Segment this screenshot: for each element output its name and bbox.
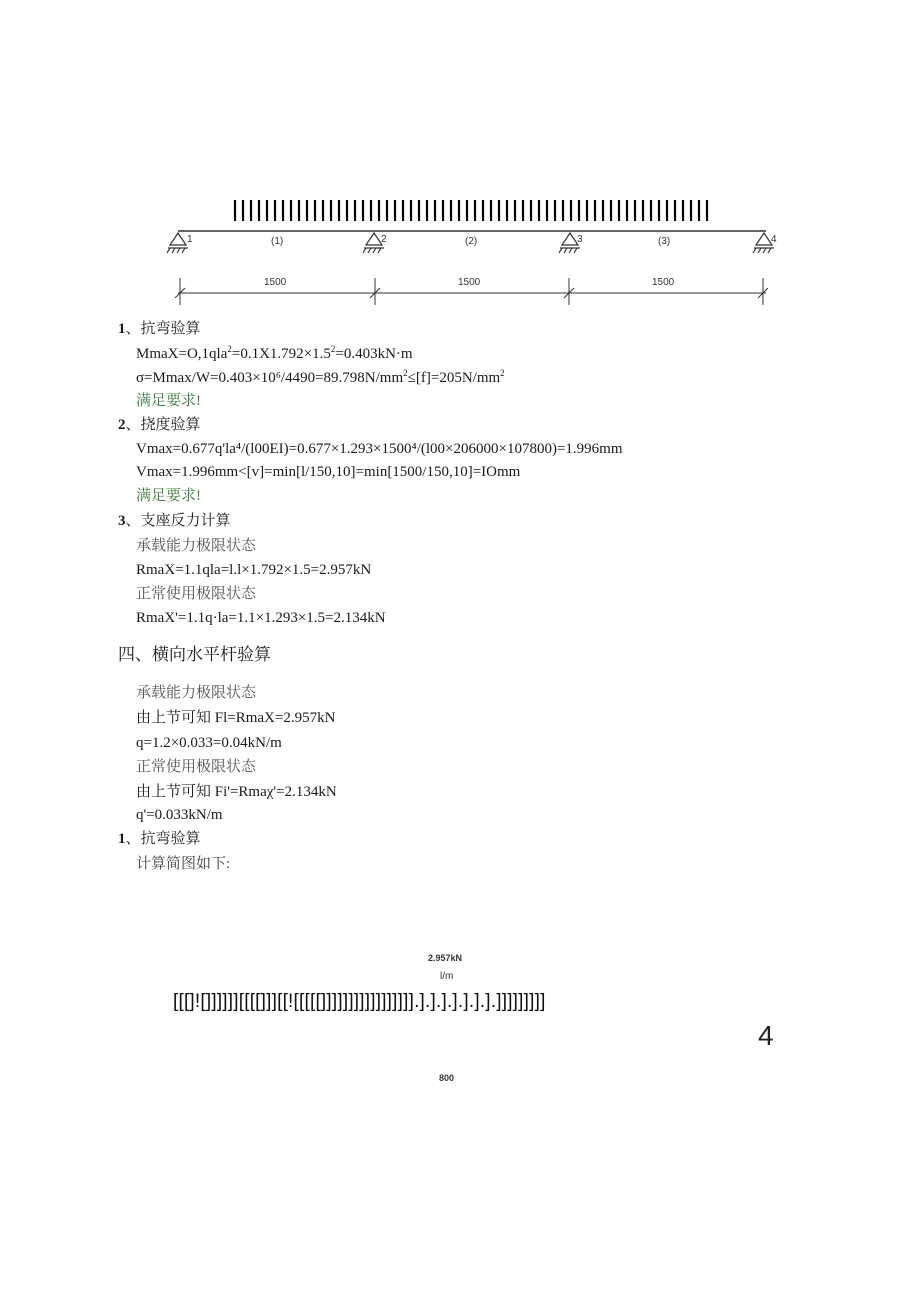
s2-heading (118, 416, 201, 434)
page-number: 4 (758, 1020, 774, 1051)
s2-num: 2 (118, 417, 126, 433)
span-label-2: (2) (465, 236, 478, 247)
section4-uls-q: q=1.2×0.033=0.04kN/m (136, 735, 282, 751)
s1-sup3: 2 (403, 368, 408, 378)
diagram2-load-label-1: 2.957kN (428, 953, 463, 963)
dim-label-1: 1500 (264, 277, 287, 288)
s2-formula-deflection: Vmax=0.677q'la⁴/(l00EI)=0.677×1.293×1500⁴/(l00×206000×107800)=1.996mm (136, 441, 623, 457)
s4-1-heading (118, 830, 201, 848)
s4-1-num: 1 (118, 831, 126, 847)
s1-formula-stress (136, 369, 505, 387)
diagram2-dim-label: 800 (439, 1073, 455, 1083)
s3-uls-formula: RmaX=1.1qla=l.l×1.792×1.5=2.957kN (136, 562, 372, 578)
s1-ok-text: 满足要求! (136, 393, 201, 409)
dim-label-3: 1500 (652, 277, 675, 288)
s1-sup1: 2 (227, 344, 232, 354)
span-label-3: (3) (658, 236, 671, 247)
s3-sls-formula: RmaX'=1.1q·la=1.1×1.293×1.5=2.134kN (136, 610, 386, 626)
dim-label-2: 1500 (458, 277, 481, 288)
s3-num: 3 (118, 513, 126, 529)
s1-line2a: σ=Mmax/W=0.403×10⁶/4490=89.798N/mm (136, 370, 404, 386)
section4-uls-label: 承载能力极限状态 (136, 685, 257, 701)
s1-num: 1 (118, 321, 126, 337)
s1-line1a: MmaX=O,1qla (136, 346, 228, 362)
s1-line1b: =0.1X1.792×1.5 (231, 346, 331, 362)
node-label-1: 1 (187, 234, 193, 245)
diagram2-load-bars: [[[]![]]]]]][[[[]]][[![[[[[]]]]]]]]]]]]]]]]].].].].].].].].]]]]]]]]] (173, 991, 546, 1012)
span-label-1: (1) (271, 236, 284, 247)
s1-formula-moment (136, 345, 413, 363)
s3-title: 、支座反力计算 (125, 513, 231, 529)
uniform-load-bars (235, 200, 707, 221)
s2-ok-text: 满足要求! (136, 488, 201, 504)
s2-title: 、挠度验算 (125, 417, 201, 433)
s1-line1c: =0.403kN·m (335, 346, 413, 362)
s1-title: 、抗弯验算 (125, 321, 201, 337)
s1-line2b: ≤[f]=205N/mm (407, 370, 501, 386)
section4-sls-label: 正常使用极限状态 (136, 759, 257, 775)
node-label-3: 3 (577, 234, 583, 245)
support-1-icon (167, 233, 188, 253)
section4-uls-force: 由上节可知 Fl=RmaX=2.957kN (136, 710, 336, 726)
node-label-4: 4 (771, 234, 777, 245)
beam-diagram-1 (160, 195, 785, 310)
node-label-2: 2 (381, 234, 387, 245)
section4-title: 四、横向水平杆验算 (118, 645, 271, 664)
s4-1-diagram-intro: 计算简图如下: (136, 856, 231, 872)
s1-heading (118, 320, 201, 338)
s3-uls-label: 承载能力极限状态 (136, 538, 257, 554)
s3-sls-label: 正常使用极限状态 (136, 586, 257, 602)
section4-sls-q: q'=0.033kN/m (136, 807, 223, 823)
s2-formula-limit: Vmax=1.996mm<[v]=min[l/150,10]=min[1500/150,10]=IOmm (136, 464, 521, 480)
s3-heading (118, 512, 231, 530)
diagram2-load-label-2: l/m (440, 971, 454, 982)
s1-sup2: 2 (330, 344, 336, 354)
section4-sls-force: 由上节可知 Fi'=Rmaχ'=2.134kN (136, 784, 337, 800)
s1-sup4: 2 (500, 368, 505, 378)
s4-1-title: 、抗弯验算 (125, 831, 201, 847)
